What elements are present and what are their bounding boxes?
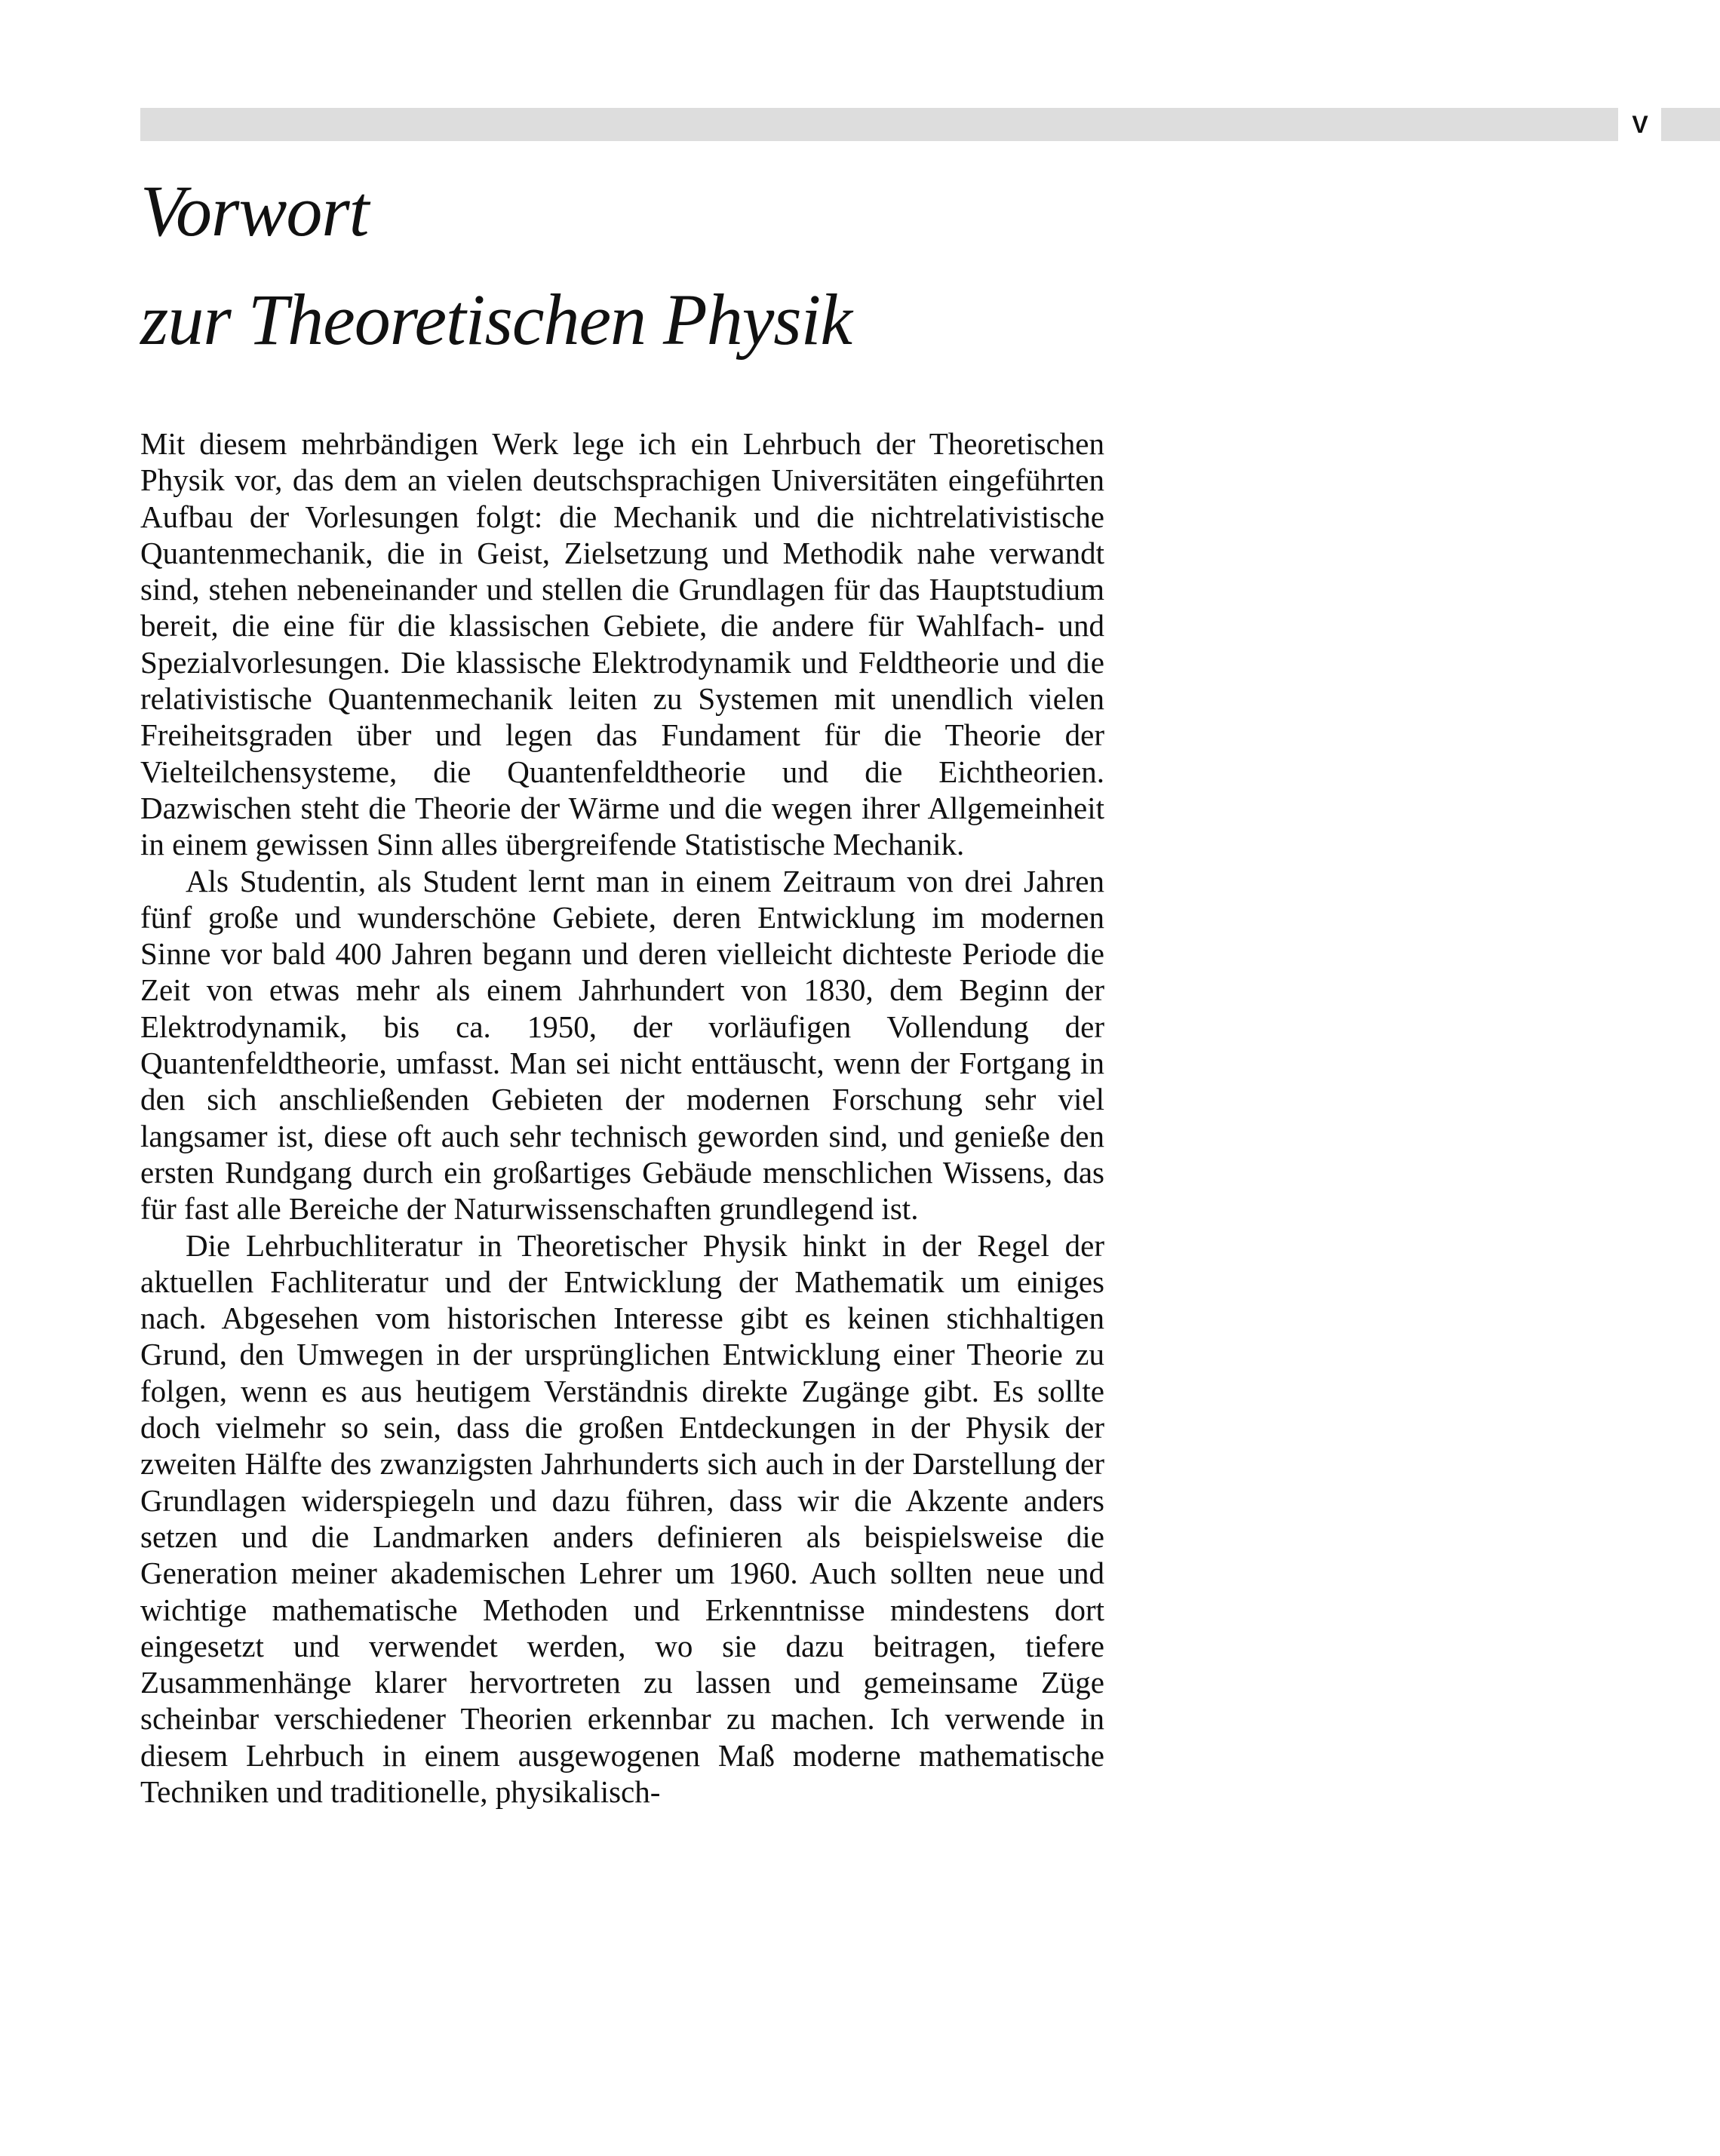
paragraph-1: Mit diesem mehrbändigen Werk lege ich ein Lehrbuch der Theoretischen Physik vor, das dem an vielen deutschsprachigen Universitäten eingeführten Aufbau der Vorlesungen folgt: die Mechanik und die nichtrelativistische Quantenmechanik, die in Geist, Zielsetzung und Methodik nahe verwandt sind, stehen nebeneinander und stellen die Grundlagen für das Hauptstudium bereit, die eine für die klassischen Gebiete, die andere für Wahlfach- und Spezialvorlesungen. Die klassische Elektrodynamik und Feldtheorie und die relativistische Quantenmechanik leiten zu Systemen mit unendlich vielen Freiheitsgraden über und legen das Fundament für die Theorie der Vielteilchensysteme, die Quantenfeldtheorie und die Eichtheorien. Dazwischen steht die Theorie der Wärme und die wegen ihrer Allgemeinheit in einem gewissen Sinn alles übergreifende Statistische Mechanik.	[140, 426, 1104, 862]
running-header-bar-end	[1661, 108, 1720, 141]
chapter-title	[140, 157, 1196, 374]
paragraph-3: Die Lehrbuchliteratur in Theoretischer Physik hinkt in der Regel der aktuellen Fachliteratur und der Entwicklung der Mathematik um einiges nach. Abgesehen vom historischen Interesse gibt es keinen stichhaltigen Grund, den Umwegen in der ursprünglichen Entwicklung einer Theorie zu folgen, wenn es aus heutigem Verständnis direkte Zugänge gibt. Es sollte doch vielmehr so sein, dass die großen Entdeckungen in der Physik der zweiten Hälfte des zwanzigsten Jahrhunderts sich auch in der Darstellung der Grundlagen widerspiegeln und dazu führen, dass wir die Akzente anders setzen und die Landmarken anders definieren als beispielsweise die Generation meiner akademischen Lehrer um 1960. Auch sollten neue und wichtige mathematische Methoden und Erkenntnisse mindestens dort eingesetzt und verwendet werden, wo sie dazu beitragen, tiefere Zusammenhänge klarer hervortreten zu lassen und gemeinsame Züge scheinbar verschiedener Theorien erkennbar zu machen. Ich verwende in diesem Lehrbuch in einem ausgewogenen Maß moderne mathematische Techniken und traditionelle, physikalisch-	[140, 1227, 1104, 1809]
chapter-title-line-1: Vorwort	[140, 170, 369, 251]
chapter-title-line-2: zur Theoretischen Physik	[140, 279, 852, 360]
body-text	[140, 425, 1104, 1810]
running-header-bar	[140, 108, 1618, 141]
paragraph-2: Als Studentin, als Student lernt man in einem Zeitraum von drei Jahren fünf große und wunderschöne Gebiete, deren Entwicklung im modernen Sinne vor bald 400 Jahren begann und deren vielleicht dichteste Periode die Zeit von etwas mehr als einem Jahrhundert von 1830, dem Beginn der Elektrodynamik, bis ca. 1950, der vorläufigen Vollendung der Quantenfeldtheorie, umfasst. Man sei nicht enttäuscht, wenn der Fortgang in den sich anschließenden Gebieten der modernen Forschung sehr viel langsamer ist, diese oft auch sehr technisch geworden sind, und genieße den ersten Rundgang durch ein großartiges Gebäude menschlichen Wissens, das für fast alle Bereiche der Naturwissenschaften grundlegend ist.	[140, 863, 1104, 1227]
page-number: V	[1632, 111, 1648, 138]
